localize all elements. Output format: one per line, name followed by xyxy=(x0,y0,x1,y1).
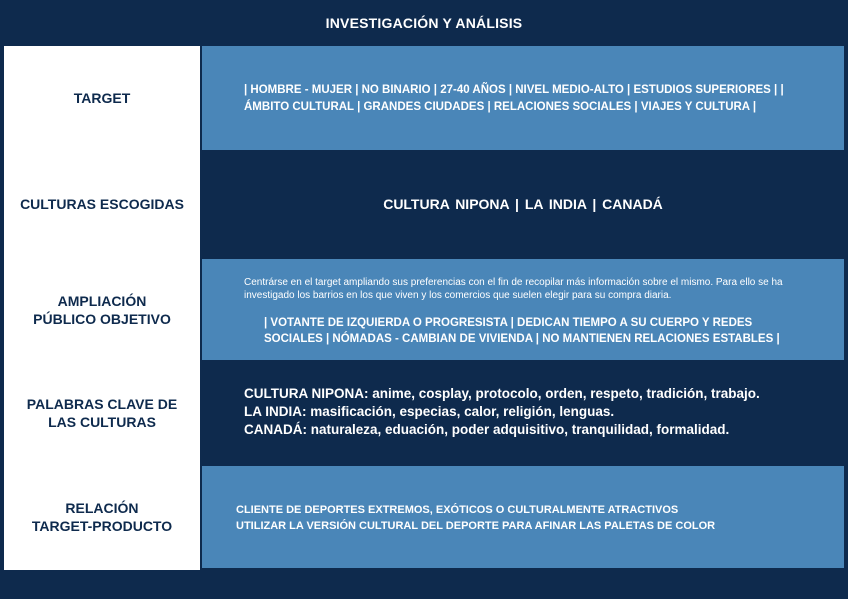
relation-line-2: UTILIZAR LA VERSIÓN CULTURAL DEL DEPORTE PARA AFINAR LAS PALETAS DE COLOR xyxy=(236,520,716,532)
row-label-target: TARGET xyxy=(4,46,200,150)
footer-band xyxy=(0,570,848,599)
audience-traits: | VOTANTE DE IZQUIERDA O PROGRESISTA | DEDICAN TIEMPO A SU CUERPO Y REDES SOCIALES | NÓMADAS - CAMBIAN DE VIVIENDA | NO MANTIENEN RELACIONES ESTABLES | xyxy=(264,317,780,345)
chosen-cultures: CULTURA NIPONA | LA INDIA | CANADÁ xyxy=(383,196,663,212)
target-product-panel xyxy=(202,466,844,568)
target-panel xyxy=(202,46,844,150)
cultures-panel xyxy=(202,153,844,255)
row-label-target-product: RELACIÓN TARGET-PRODUCTO xyxy=(4,464,200,570)
row-label-audience-expansion: AMPLIACIÓN PÚBLICO OBJETIVO xyxy=(4,258,200,362)
target-attributes: | HOMBRE - MUJER | NO BINARIO | 27-40 AÑOS | NIVEL MEDIO-ALTO | ESTUDIOS SUPERIORES | | ÁMBITO CULTURAL | GRANDES CIUDADES | RELACIONES SOCIALES | VIAJES Y CULTURA | xyxy=(244,84,784,113)
keywords-canada: CANADÁ: naturaleza, eduación, poder adquisitivo, tranquilidad, formalidad. xyxy=(244,422,730,437)
row-label-cultures: CULTURAS ESCOGIDAS xyxy=(4,150,200,258)
page-title: INVESTIGACIÓN Y ANÁLISIS xyxy=(325,15,523,31)
row-label-keywords: PALABRAS CLAVE DE LAS CULTURAS xyxy=(4,362,200,464)
keywords-india: LA INDIA: masificación, especias, calor, religión, lenguas. xyxy=(244,404,615,419)
audience-expansion-panel xyxy=(202,259,844,360)
keywords-panel xyxy=(202,364,844,461)
keywords-list xyxy=(244,385,824,439)
relation-line-1: CLIENTE DE DEPORTES EXTREMOS, EXÓTICOS O CULTURALMENTE ATRACTIVOS xyxy=(236,504,679,516)
keywords-japan: CULTURA NIPONA: anime, cosplay, protocolo, orden, respeto, tradición, trabajo. xyxy=(244,386,760,401)
target-product-relation xyxy=(236,502,824,534)
audience-description: Centrárse en el target ampliando sus preferencias con el fin de recopilar más información sobre el mismo. Para ello se ha investigado los barrios en los que viven y los comercios que suelen elegir para su compra diaria. xyxy=(244,277,783,301)
